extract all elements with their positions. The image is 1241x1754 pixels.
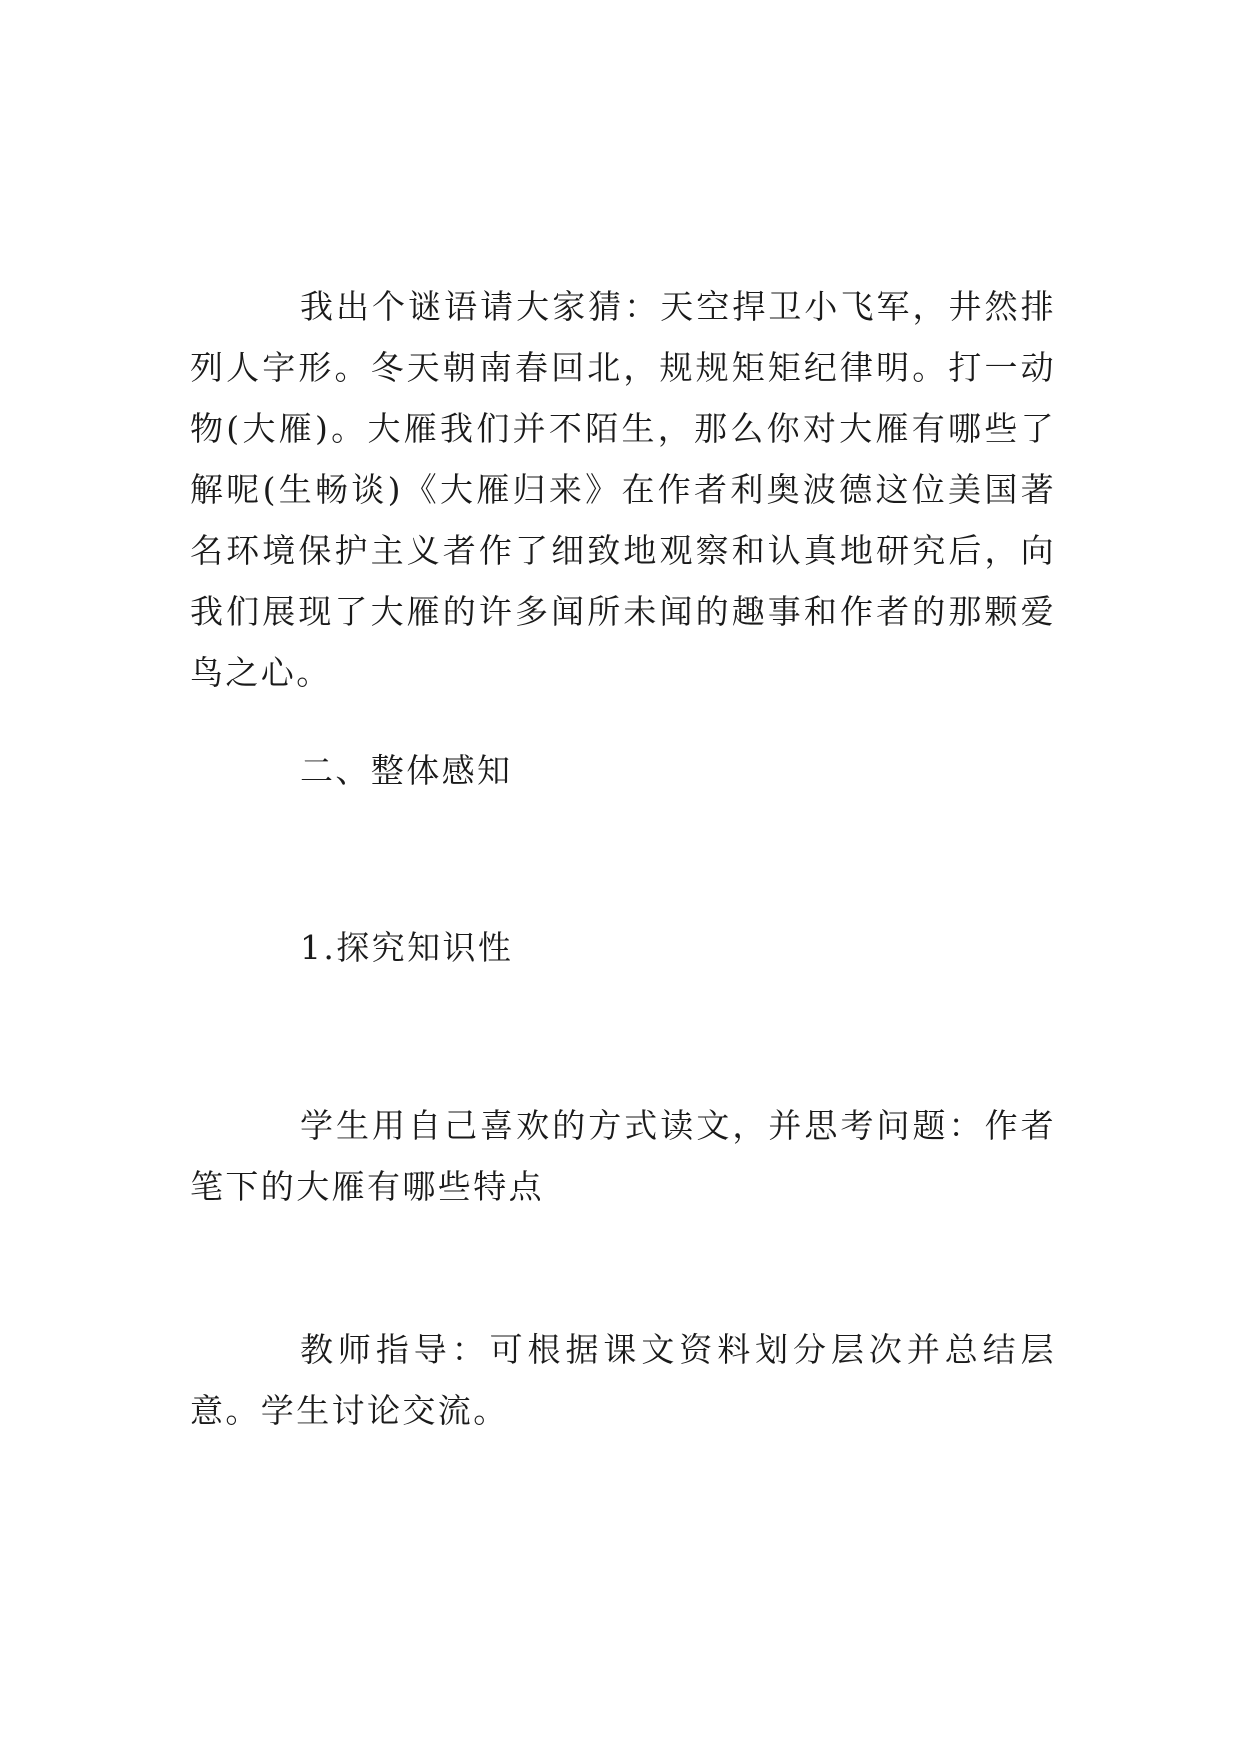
section-heading-overall-perception: 二、整体感知 [300,751,513,790]
subsection-heading-explore-knowledge: 1.探究知识性 [300,928,514,967]
student-task-paragraph: 学生用自己喜欢的方式读文，并思考问题：作者笔下的大雁有哪些特点 [190,1106,1056,1206]
teacher-guidance-paragraph: 教师指导：可根据课文资料划分层次并总结层意。学生讨论交流。 [190,1330,1056,1430]
intro-riddle-paragraph: 我出个谜语请大家猜：天空捍卫小飞军，井然排列人字形。冬天朝南春回北，规规矩矩纪律明。打一动物(大雁)。大雁我们并不陌生，那么你对大雁有哪些了解呢(生畅谈)《大雁归来》在作者利奥波德这位美国著名环境保护主义者作了细致地观察和认真地研究后，向我们展现了大雁的许多闻所未闻的趣事和作者的那颗爱鸟之心。 [190,287,1056,692]
